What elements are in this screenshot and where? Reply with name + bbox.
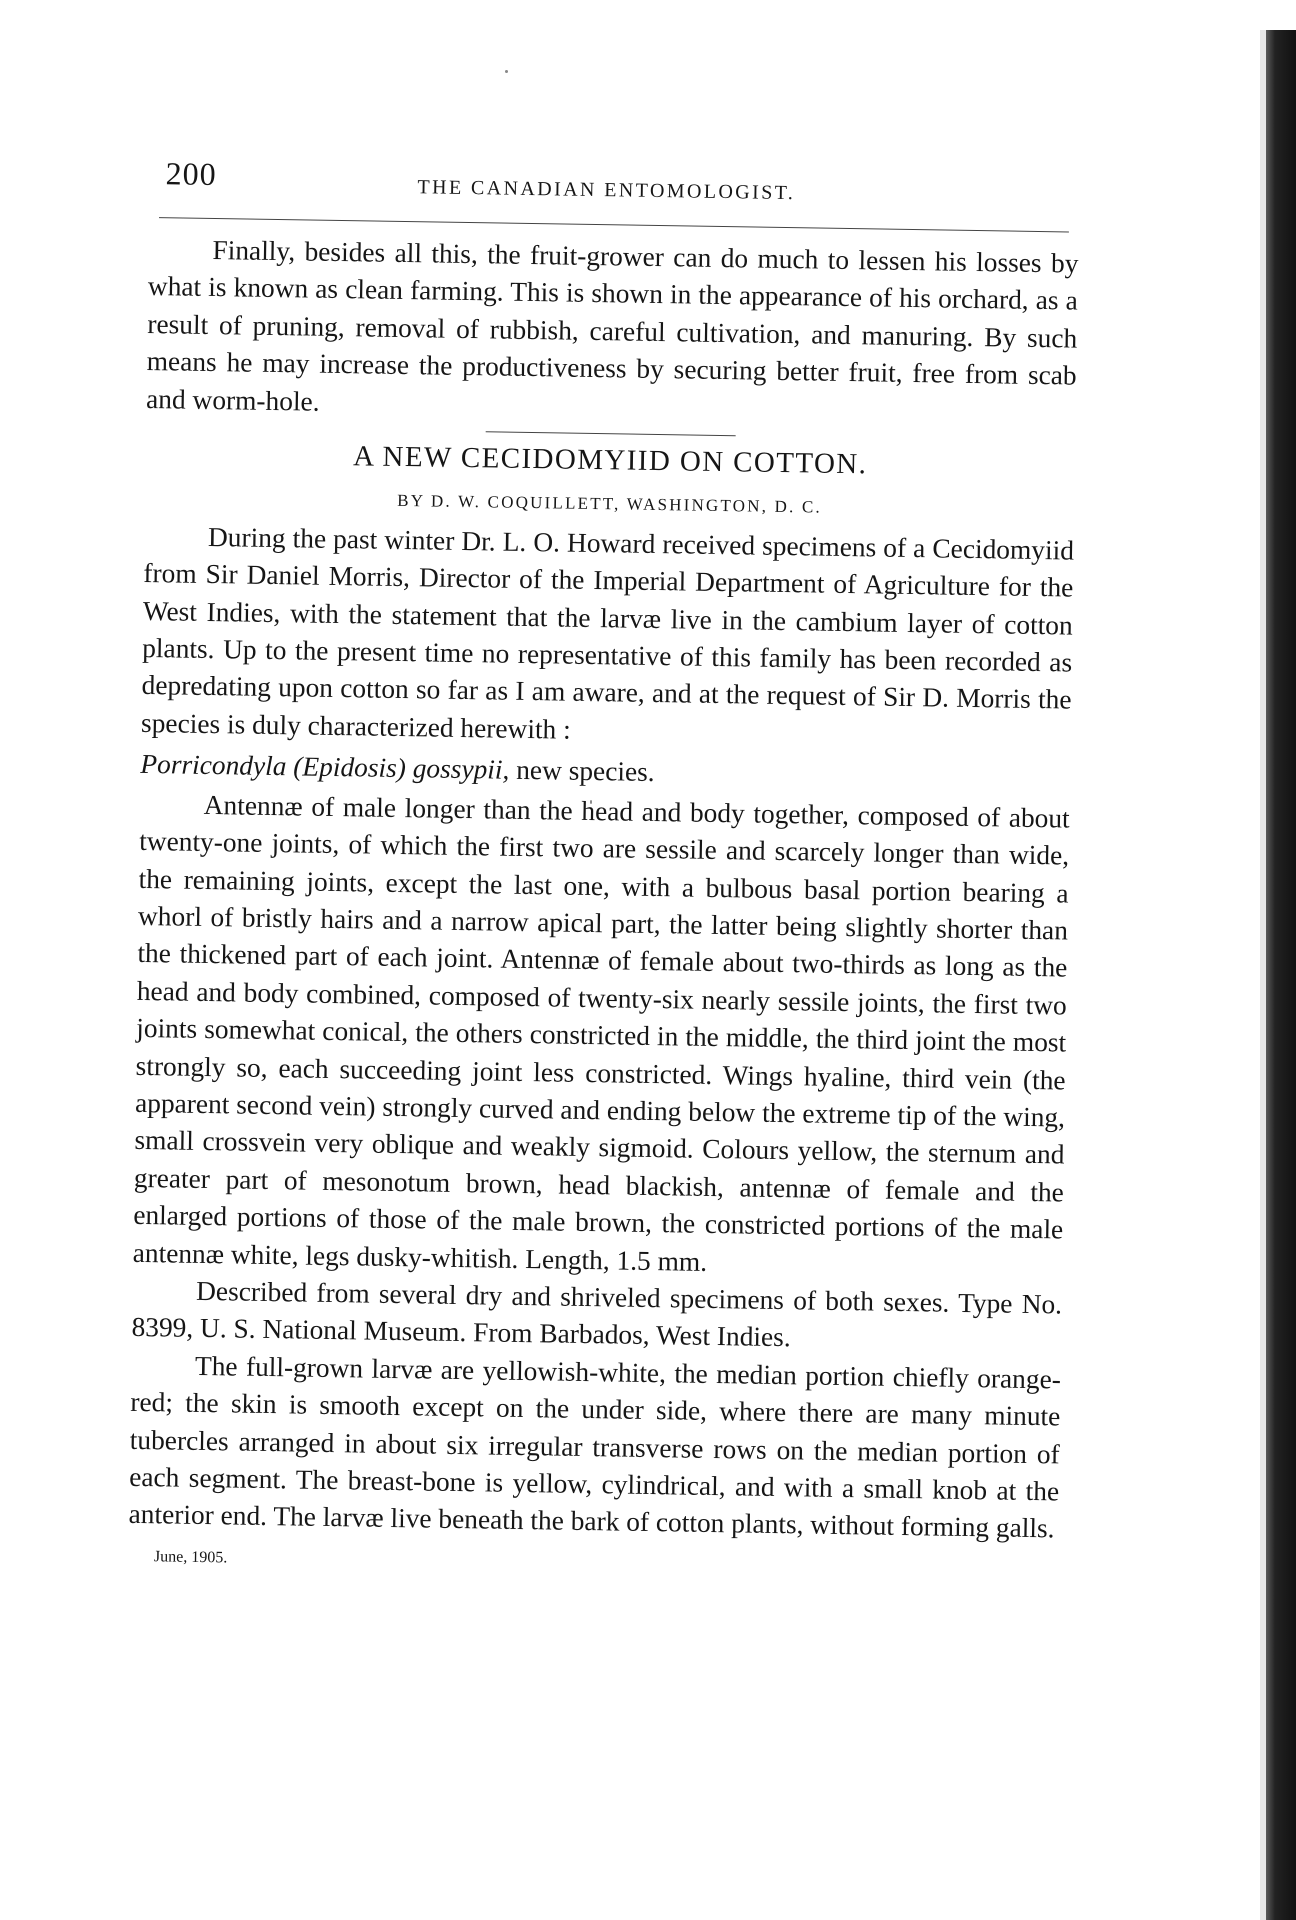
journal-title: THE CANADIAN ENTOMOLOGIST. — [417, 176, 796, 205]
footer-date: June, 1905. — [153, 1548, 228, 1567]
article-paragraph-4: The full-grown larvæ are yellowish-white, the median portion chiefly orange-red; the skin is smooth except on the under side, where there are many minute tubercles arranged in about six irregular transverse rows on the median portion of each segment. The breast-bone is yellow, cylindrical, and with a small knob at the anterior end. The larvæ live beneath the bark of cotton plants, without forming galls. — [128, 1350, 1062, 1544]
header-rule — [159, 217, 1069, 233]
scan-speck — [505, 70, 508, 73]
section-divider — [486, 431, 736, 436]
intro-paragraph: Finally, besides all this, the fruit-grower can do much to lessen his losses by what is known as clean farming. This is shown in the appearance of his orchard, as a result of pruning, removal of rubbish, careful cultivation, and manuring. By such means he may increase the productiveness by securing better fruit, free from scab and worm-hole. — [145, 234, 1079, 417]
article-paragraph-1: During the past winter Dr. L. O. Howard received specimens of a Cecidomyiid from Sir Daniel Morris, Director of the Imperial Department of Agriculture for the West Indies, with the statement that the larvæ live in the cambium layer of cotton plants. Up to the present time no representative of this family has been recorded as depredating upon cotton so far as I am aware, and at the request of Sir D. Morris the species is duly characterized herewith : — [140, 521, 1075, 745]
species-name: Porricondyla (Epidosis) gossypii, — [140, 749, 510, 786]
article-byline: BY D. W. COQUILLETT, WASHINGTON, D. C. — [397, 491, 823, 518]
article-paragraph-2: Antennæ of male longer than the head and body together, composed of about twenty-one joints, of which the first two are sessile and scarcely longer than wide, the remaining joints, except the last one, with a bulbous basal portion bearing a whorl of bristly hairs and a narrow apical part, the latter being slightly shorter than the thickened part of each joint. Antennæ of female about two-thirds as long as the head and body combined, composed of twenty-six nearly sessile joints, the first two joints somewhat conical, the others constricted in the middle, the third joint the most strongly so, each succeeding joint less constricted. Wings hyaline, third vein (the apparent second vein) strongly curved and ending below the extreme tip of the wing, small crossvein very oblique and weakly sigmoid. Colours yellow, the sternum and greater part of mesonotum brown, head blackish, antennæ of female and the enlarged portions of those of the male brown, the constricted portions of the male antennæ white, legs dusky-whitish. Length, 1.5 mm. — [132, 789, 1070, 1277]
running-head — [149, 155, 1080, 218]
article-title: A NEW CECIDOMYIID ON COTTON. — [352, 440, 868, 481]
article-paragraph-3: Described from several dry and shriveled specimens of both sexes. Type No. 8399, U. S. National Museum. From Barbados, West Indies. — [131, 1275, 1063, 1353]
text-column — [128, 155, 1080, 1590]
book-binding-edge — [1266, 30, 1296, 1920]
page-number: 200 — [165, 155, 217, 193]
species-suffix: new species. — [509, 755, 655, 788]
